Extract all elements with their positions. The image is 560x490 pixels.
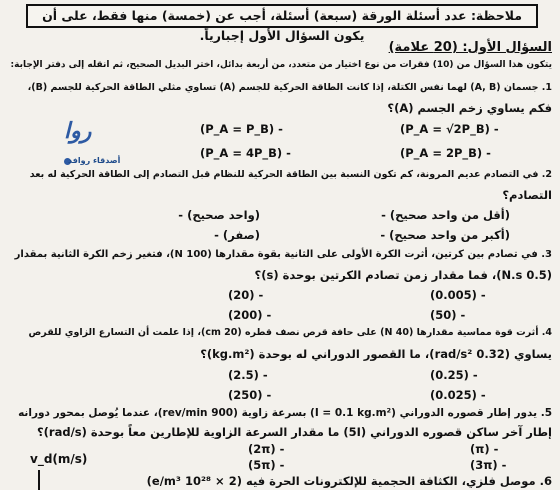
q1-option-d: (P_A = 4P_B) - <box>200 146 291 160</box>
logo-mark: روا <box>64 118 92 144</box>
q3-option-b: (20) - <box>228 288 264 302</box>
rawafed-logo <box>64 118 124 174</box>
q5-stem-cont: إطار آخر ساكن قصوره الدوراني (5I) ما مقدار السرعة الزاوية للإطارين معاً بوحدة (rad/s)؟ <box>36 425 552 439</box>
q2-option-a: (أقل من واحد صحيح) - <box>381 208 510 222</box>
logo-text: أصدقاء روافد <box>68 156 121 165</box>
q4-option-a: (0.25) - <box>430 368 478 382</box>
q5-option-a: (π) - <box>470 442 499 456</box>
q5-option-c: (3π) - <box>470 458 507 472</box>
q5-option-d: (5π) - <box>248 458 285 472</box>
q1-option-b: (P_A = P_B) - <box>200 122 283 136</box>
q4-option-b: (2.5) - <box>228 368 268 382</box>
q5-stem: 5. يدور إطار قصوره الدوراني (I = 0.1 kg.m²) بسرعة زاوية (900 rev/min)، عندما يُوصل بمحور دورانه <box>18 407 552 419</box>
question1-title: السؤال الأول: (20 علامة) <box>388 40 552 55</box>
graph-y-label: v_d(m/s) <box>30 452 88 466</box>
graph-y-axis <box>38 470 40 490</box>
q2-stem: 2. في التصادم عديم المرونة، كم تكون النسبة بين الطاقة الحركية للنظام قبل التصادم إلى الطاقة الحركية له بعد <box>29 169 552 180</box>
q5-option-b: (2π) - <box>248 442 285 456</box>
q3-stem: 3. في تصادم بين كرتين، أثرت الكرة الأولى على الثانية بقوة مقدارها (100 N)، فتغير زخم الكرة الثانية بمقدار <box>14 249 552 260</box>
q1-stem-cont: فكم يساوي زخم الجسم (A)؟ <box>387 101 552 115</box>
question1-intro: يتكون هذا السؤال من (10) فقرات من نوع اختيار من متعدد، من أربعة بدائل، اختر البديل الصحيح، ثم انقله إلى دفتر الإجابة: <box>10 60 552 70</box>
q4-stem-cont: يساوي (0.32 rad/s²)، ما القصور الدوراني له بوحدة (kg.m²)؟ <box>200 347 552 361</box>
q3-option-c: (50) - <box>430 308 466 322</box>
q4-stem: 4. أثرت قوة مماسية مقدارها (40 N) على حافة قرص نصف قطره (20 cm)، إذا علمت أن التسارع الزاوي للقرص <box>28 327 552 338</box>
q2-stem-cont: التصادم؟ <box>502 188 552 202</box>
q2-option-b: (واحد صحيح) - <box>178 208 260 222</box>
q1-option-c: (P_A = 2P_B) - <box>400 146 491 160</box>
q1-stem: 1. جسمان (A, B) لهما نفس الكتلة، إذا كانت الطاقة الحركية للجسم (A) تساوي مثلي الطاقة الحركية للجسم (B)، <box>27 82 552 93</box>
q4-option-d: (250) - <box>228 388 272 402</box>
q3-option-a: (0.005) - <box>430 288 486 302</box>
q2-option-d: (صفر) - <box>214 228 260 242</box>
q6-stem: 6. موصل فلزي، الكثافة الحجمية للإلكترونات الحرة فيه (2 × 10²⁸ e/m³) <box>146 474 552 488</box>
q1-option-a: (P_A = √2P_B) - <box>400 122 499 136</box>
q3-option-d: (200) - <box>228 308 272 322</box>
q4-option-c: (0.025) - <box>430 388 486 402</box>
q3-stem-cont: (0.5 N.s)، فما مقدار زمن تصادم الكرتين بوحدة (s)؟ <box>254 268 552 282</box>
exam-note: ملاحظة: عدد أسئلة الورقة (سبعة) أسئلة، أجب عن (خمسة) منها فقط، على أن يكون السؤال الأول إجبارياً. <box>26 4 538 28</box>
q2-option-c: (أكبر من واحد صحيح) - <box>380 228 510 242</box>
